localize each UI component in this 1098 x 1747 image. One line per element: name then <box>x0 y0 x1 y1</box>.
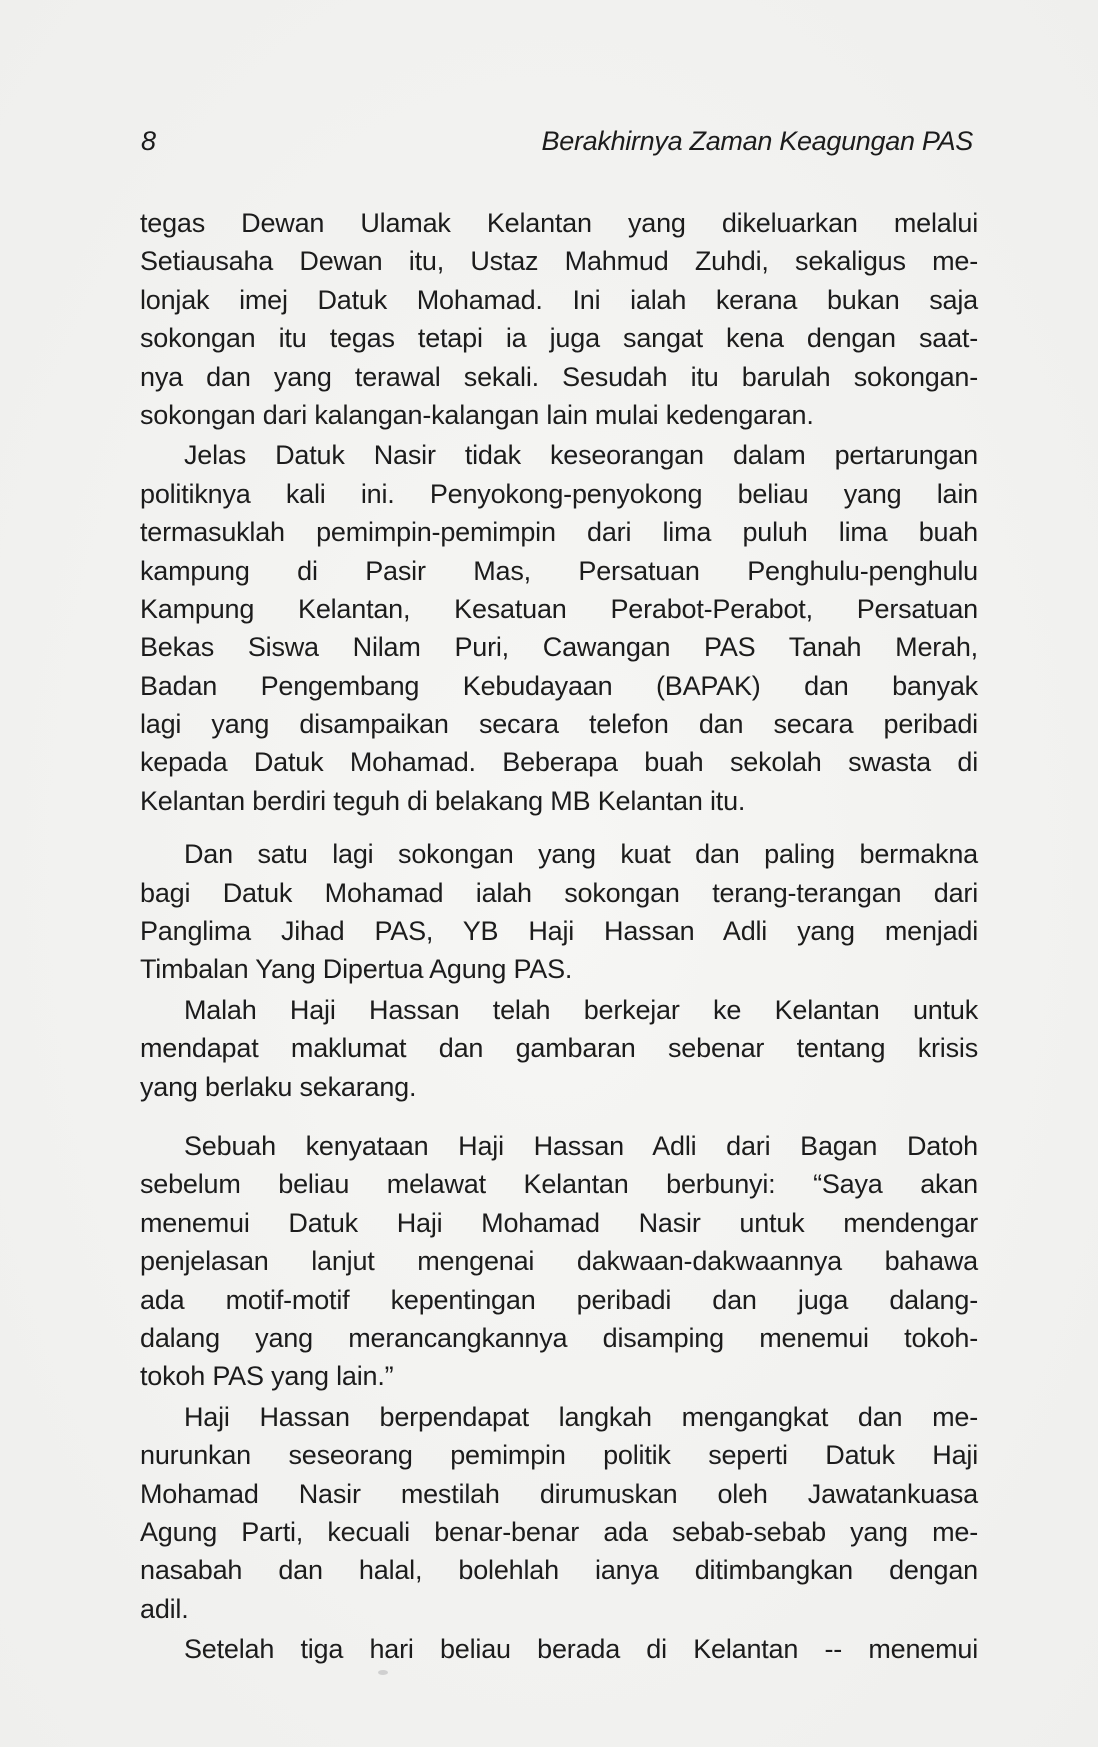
text-line: lonjak imej Datuk Mohamad. Ini ialah kerana bukan saja <box>140 284 978 315</box>
paragraph <box>140 1398 978 1628</box>
text-line: mendapat maklumat dan gambaran sebenar tentang krisis <box>140 1033 978 1064</box>
text-line: ada motif-motif kepentingan peribadi dan juga dalang- <box>140 1284 978 1315</box>
scan-smudge <box>378 1670 388 1675</box>
paragraph <box>140 436 978 820</box>
text-line: sebelum beliau melawat Kelantan berbunyi: “Saya akan <box>140 1169 978 1200</box>
paragraph <box>140 1630 978 1668</box>
text-line: Haji Hassan berpendapat langkah mengangkat dan me- <box>184 1401 978 1432</box>
text-line: Bekas Siswa Nilam Puri, Cawangan PAS Tanah Merah, <box>140 632 978 663</box>
text-line: sokongan itu tegas tetapi ia juga sangat kena dengan saat- <box>140 323 978 354</box>
text-line: Setelah tiga hari beliau berada di Kelantan -- menemui <box>184 1634 978 1665</box>
text-line: Jelas Datuk Nasir tidak keseorangan dalam pertarungan <box>184 440 978 471</box>
text-line: sokongan dari kalangan-kalangan lain mulai kedengaran. <box>140 399 814 430</box>
text-line: Panglima Jihad PAS, YB Haji Hassan Adli yang menjadi <box>140 916 978 947</box>
text-line: bagi Datuk Mohamad ialah sokongan terang-terangan dari <box>140 877 978 908</box>
running-title: Berakhirnya Zaman Keagungan PAS <box>541 126 973 156</box>
paragraph <box>140 835 978 989</box>
paragraph <box>140 991 978 1106</box>
text-line: kampung di Pasir Mas, Persatuan Penghulu-penghulu <box>140 555 978 586</box>
text-line: Sebuah kenyataan Haji Hassan Adli dari Bagan Datoh <box>184 1130 978 1161</box>
paragraph <box>140 1127 978 1396</box>
text-line: tegas Dewan Ulamak Kelantan yang dikeluarkan melalui <box>140 208 978 238</box>
text-line: nurunkan seseorang pemimpin politik seperti Datuk Haji <box>140 1440 978 1471</box>
text-line: Kelantan berdiri teguh di belakang MB Kelantan itu. <box>140 785 746 816</box>
text-line: politiknya kali ini. Penyokong-penyokong beliau yang lain <box>140 478 978 509</box>
text-line: Badan Pengembang Kebudayaan (BAPAK) dan banyak <box>140 670 978 701</box>
text-line: Dan satu lagi sokongan yang kuat dan paling bermakna <box>184 839 978 870</box>
text-line: yang berlaku sekarang. <box>140 1071 417 1102</box>
text-line: nasabah dan halal, bolehlah ianya ditimbangkan dengan <box>140 1555 978 1586</box>
text-line: dalang yang merancangkannya disamping menemui tokoh- <box>140 1322 978 1353</box>
text-line: Kampung Kelantan, Kesatuan Perabot-Perabot, Persatuan <box>140 593 978 624</box>
text-line: Setiausaha Dewan itu, Ustaz Mahmud Zuhdi, sekaligus me- <box>140 246 978 277</box>
text-line: Mohamad Nasir mestilah dirumuskan oleh Jawatankuasa <box>140 1478 978 1509</box>
text-line: Timbalan Yang Dipertua Agung PAS. <box>140 954 573 985</box>
text-line: Malah Haji Hassan telah berkejar ke Kelantan untuk <box>184 994 978 1025</box>
text-line: penjelasan lanjut mengenai dakwaan-dakwaannya bahawa <box>140 1246 978 1277</box>
text-line: tokoh PAS yang lain.” <box>140 1361 394 1392</box>
text-line: adil. <box>140 1593 189 1624</box>
text-line: menemui Datuk Haji Mohamad Nasir untuk mendengar <box>140 1207 978 1238</box>
text-line: Agung Parti, kecuali benar-benar ada sebab-sebab yang me- <box>140 1516 978 1547</box>
page-number: 8 <box>141 126 157 156</box>
body-text <box>140 204 978 1668</box>
text-line: nya dan yang terawal sekali. Sesudah itu barulah sokongan- <box>140 361 978 392</box>
page-header <box>141 126 973 166</box>
paragraph <box>140 204 978 434</box>
text-line: lagi yang disampaikan secara telefon dan secara peribadi <box>140 709 978 740</box>
text-line: kepada Datuk Mohamad. Beberapa buah sekolah swasta di <box>140 747 978 778</box>
text-line: termasuklah pemimpin-pemimpin dari lima puluh lima buah <box>140 517 978 548</box>
